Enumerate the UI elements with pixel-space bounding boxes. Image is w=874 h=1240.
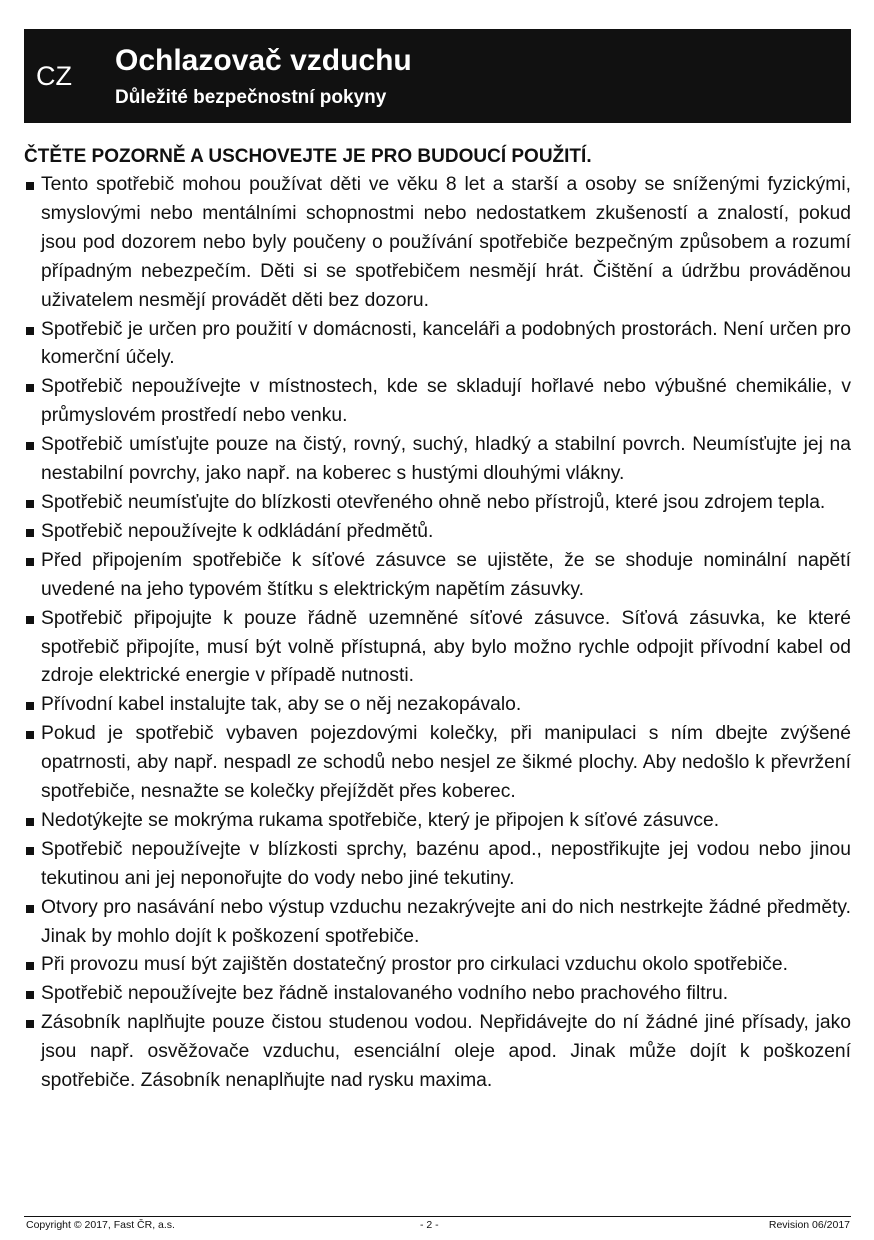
bullet-icon: [26, 1020, 34, 1028]
list-item-text: Spotřebič umísťujte pouze na čistý, rovný, suchý, hladký a stabilní povrch. Neumísťujte jej na nestabilní povrchy, jako např. na koberec s hustými dlouhými vlákny.: [41, 434, 851, 485]
list-item: [24, 547, 851, 605]
footer-revision: Revision 06/2017: [768, 1219, 850, 1231]
list-item-text: Zásobník naplňujte pouze čistou studenou vodou. Nepřidávejte do ní žádné jiné přísady, jako jsou např. osvěžovače vzduchu, esenciální oleje apod. Jinak může dojít k poškození spotřebiče. Zásobník nenaplňujte nad rysku maxima.: [41, 1012, 851, 1092]
page-title: Ochlazovač vzduchu: [115, 44, 412, 77]
list-item: [24, 951, 851, 980]
list-item: [24, 836, 851, 894]
bullet-icon: [26, 905, 34, 913]
header-banner: [24, 29, 851, 123]
bullet-icon: [26, 384, 34, 392]
list-item-text: Nedotýkejte se mokrýma rukama spotřebiče, který je připojen k síťové zásuvce.: [41, 809, 720, 831]
list-item: [24, 807, 851, 836]
list-item: [24, 171, 851, 316]
bullet-icon: [26, 182, 34, 190]
bullet-icon: [26, 991, 34, 999]
list-item-text: Spotřebič nepoužívejte bez řádně instalovaného vodního nebo prachového filtru.: [41, 983, 729, 1005]
bullet-icon: [26, 327, 34, 335]
list-item: [24, 605, 851, 692]
list-item: [24, 431, 851, 489]
footer-copyright: Copyright © 2017, Fast ČR, a.s.: [26, 1219, 175, 1231]
page-number: - 2 -: [420, 1219, 439, 1231]
language-code: CZ: [36, 61, 72, 91]
list-item-text: Při provozu musí být zajištěn dostatečný prostor pro cirkulaci vzduchu okolo spotřebiče.: [41, 954, 788, 976]
list-item-text: Spotřebič připojujte k pouze řádně uzemněné síťové zásuvce. Síťová zásuvka, ke které spotřebič připojíte, musí být volně přístupná, aby bylo možno rychle odpojit přívodní kabel od zdroje elektrické energie v případě nutnosti.: [41, 607, 851, 687]
list-item: [24, 518, 851, 547]
bullet-icon: [26, 731, 34, 739]
bullet-icon: [26, 702, 34, 710]
list-item-text: Tento spotřebič mohou používat děti ve věku 8 let a starší a osoby se sníženými fyzickými, smyslovými nebo mentálními schopnostmi nebo nedostatkem zkušeností a znalostí, pokud jsou pod dozorem nebo byly poučeny o používání spotřebiče bezpečným způsobem a rozumí případným nebezpečím. Děti si se spotřebičem nesmějí hrát. Čištění a údržbu prováděnou uživatelem nesmějí provádět děti bez dozoru.: [41, 174, 851, 311]
safety-rules-list: [24, 171, 851, 1096]
list-item: [24, 316, 851, 374]
bullet-icon: [26, 529, 34, 537]
list-item-text: Spotřebič nepoužívejte v místnostech, kde se skladují hořlavé nebo výbušné chemikálie, v průmyslovém prostředí nebo venku.: [41, 376, 851, 427]
page-subtitle: Důležité bezpečnostní pokyny: [115, 87, 387, 108]
bullet-icon: [26, 818, 34, 826]
list-item: [24, 373, 851, 431]
list-item: [24, 894, 851, 952]
list-item: [24, 691, 851, 720]
list-item: [24, 720, 851, 807]
bullet-icon: [26, 962, 34, 970]
list-item-text: Spotřebič nepoužívejte k odkládání předmětů.: [41, 520, 434, 542]
bullet-icon: [26, 616, 34, 624]
bullet-icon: [26, 558, 34, 566]
list-item-text: Pokud je spotřebič vybaven pojezdovými kolečky, při manipulaci s ním dbejte zvýšené opatrnosti, aby např. nespadl ze schodů nebo nesjel ze šikmé plochy. Aby nedošlo k převržení spotřebiče, nesnažte se kolečky přejíždět přes koberec.: [41, 723, 851, 803]
list-item-text: Spotřebič neumísťujte do blízkosti otevřeného ohně nebo přístrojů, které jsou zdrojem tepla.: [41, 491, 826, 513]
list-item-text: Otvory pro nasávání nebo výstup vzduchu nezakrývejte ani do nich nestrkejte žádné předměty. Jinak by mohlo dojít k poškození spotřebiče.: [41, 896, 851, 947]
document-body: [24, 142, 851, 1096]
list-item-text: Přívodní kabel instalujte tak, aby se o něj nezakopávalo.: [41, 694, 522, 716]
list-item: [24, 1009, 851, 1096]
bullet-icon: [26, 847, 34, 855]
intro-heading: ČTĚTE POZORNĚ A USCHOVEJTE JE PRO BUDOUCÍ POUŽITÍ.: [24, 146, 592, 167]
bullet-icon: [26, 500, 34, 508]
list-item: [24, 489, 851, 518]
list-item-text: Spotřebič je určen pro použití v domácnosti, kanceláři a podobných prostorách. Není určen pro komerční účely.: [41, 318, 851, 369]
footer-divider: [24, 1216, 851, 1217]
list-item-text: Spotřebič nepoužívejte v blízkosti sprchy, bazénu apod., nepostřikujte jej vodou nebo jinou tekutinou ani jej neponořujte do vody nebo jiné tekutiny.: [41, 838, 851, 889]
list-item-text: Před připojením spotřebiče k síťové zásuvce se ujistěte, že se shoduje nominální napětí uvedené na jeho typovém štítku s elektrickým napětím zásuvky.: [41, 549, 851, 600]
bullet-icon: [26, 442, 34, 450]
list-item: [24, 980, 851, 1009]
